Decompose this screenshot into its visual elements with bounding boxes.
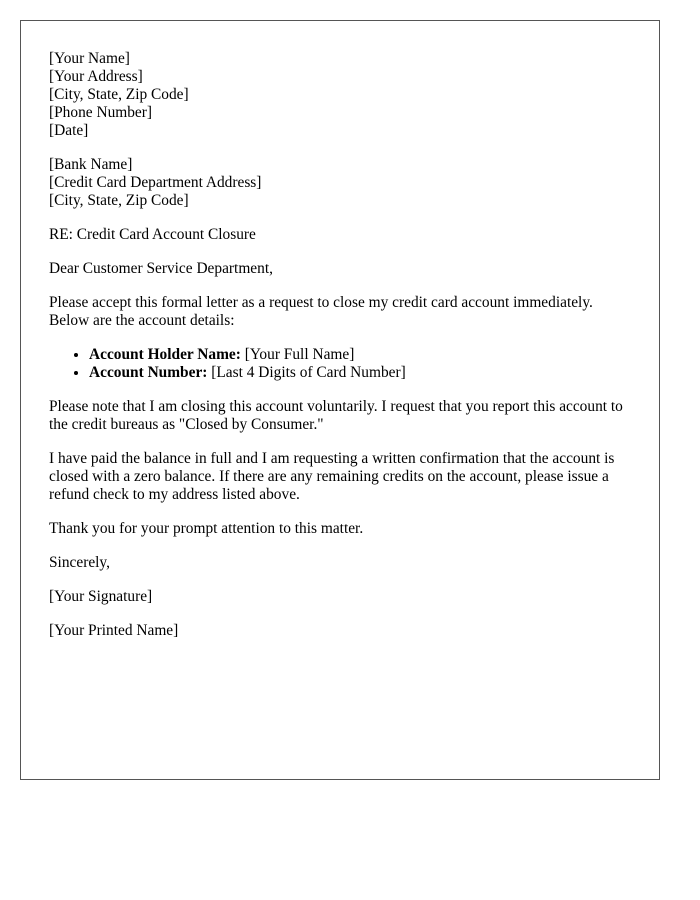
- salutation: Dear Customer Service Department,: [49, 260, 273, 277]
- voluntary-closure-paragraph: Please note that I am closing this account voluntarily. I request that you report this account to the credit bureaus as "Closed by Consumer.": [49, 398, 623, 433]
- balance-paragraph: I have paid the balance in full and I am requesting a written confirmation that the account is closed with a zero balance. If there are any remaining credits on the account, please issue a refund check to my address listed above.: [49, 450, 615, 503]
- letter-date: [Date]: [49, 122, 89, 139]
- printed-name: [Your Printed Name]: [49, 622, 179, 639]
- recipient-city-state-zip: [City, State, Zip Code]: [49, 192, 189, 209]
- recipient-bank-name: [Bank Name]: [49, 156, 133, 173]
- letter-container: [20, 20, 660, 780]
- recipient-block: [49, 156, 631, 210]
- detail-label: Account Holder Name:: [89, 346, 241, 363]
- sender-city-state-zip: [City, State, Zip Code]: [49, 86, 189, 103]
- closing: Sincerely,: [49, 554, 110, 571]
- intro-paragraph: Please accept this formal letter as a request to close my credit card account immediately. Below are the account details:: [49, 294, 593, 329]
- account-details-list: [49, 346, 631, 382]
- detail-label: Account Number:: [89, 364, 208, 381]
- recipient-department-address: [Credit Card Department Address]: [49, 174, 262, 191]
- signature: [Your Signature]: [49, 588, 153, 605]
- detail-value: [Your Full Name]: [240, 346, 355, 363]
- sender-address: [Your Address]: [49, 68, 143, 85]
- thanks-paragraph: Thank you for your prompt attention to this matter.: [49, 520, 364, 537]
- sender-name: [Your Name]: [49, 50, 130, 67]
- sender-block: [49, 50, 631, 140]
- list-item: [89, 346, 631, 364]
- list-item: [89, 364, 631, 382]
- detail-value: [Last 4 Digits of Card Number]: [207, 364, 406, 381]
- sender-phone: [Phone Number]: [49, 104, 153, 121]
- subject-line: RE: Credit Card Account Closure: [49, 226, 256, 243]
